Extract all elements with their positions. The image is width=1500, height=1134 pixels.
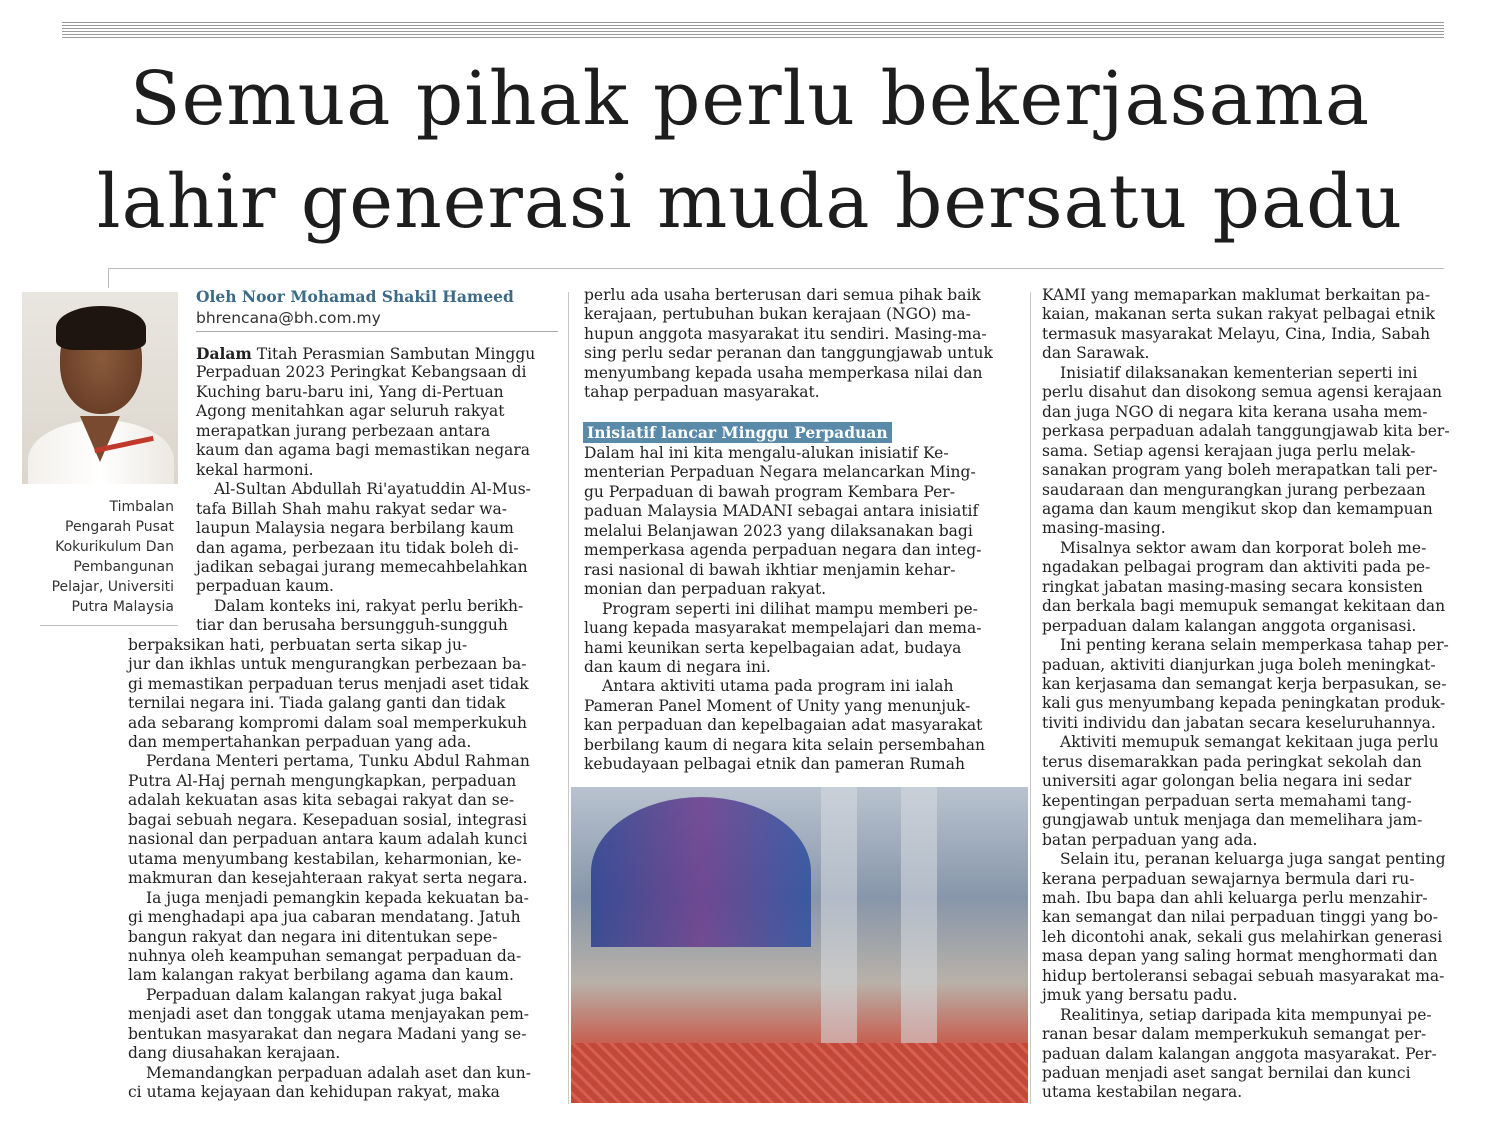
text-line: sanakan program yang boleh merapatkan tali per- xyxy=(1042,461,1438,480)
text-line: utama kestabilan negara. xyxy=(1042,1083,1243,1102)
text-line: Ini penting kerana selain memperkasa tahap per- xyxy=(1060,636,1449,655)
caption-line: Timbalan xyxy=(109,499,174,515)
text-line: paduan menjadi aset sangat bernilai dan kunci xyxy=(1042,1064,1411,1082)
text-line: gungjawab untuk menjaga dan memelihara jam- xyxy=(1042,811,1423,830)
cultural-performers-photo xyxy=(571,787,1028,1103)
text-line: kan kerjasama dan semangat kerja berpasukan, se- xyxy=(1042,675,1447,693)
text-line: Agong menitahkan agar seluruh rakyat xyxy=(196,402,505,421)
author-email: bhrencana@bh.com.my xyxy=(196,309,381,327)
text-line: kaum dan agama bagi memastikan negara xyxy=(196,441,531,460)
text-line: dan berkala bagi memupuk semangat kekitaan dan xyxy=(1042,597,1446,616)
text-line: sama. Setiap agensi kerajaan juga perlu melak- xyxy=(1042,441,1416,460)
text-line: jmuk yang bersatu padu. xyxy=(1042,986,1238,1005)
text-line: Selain itu, peranan keluarga juga sangat penting xyxy=(1060,850,1446,869)
text-line: Perpaduan 2023 Peringkat Kebangsaan di xyxy=(196,363,527,382)
text-line: hidup bertoleransi sebagai sebuah masyarakat ma- xyxy=(1042,966,1445,985)
text-line: perlu disahut dan disokong semua agensi kerajaan xyxy=(1042,383,1442,402)
text-line: kebudayaan pelbagai etnik dan pameran Rumah xyxy=(584,755,965,774)
caption-line: Pembangunan xyxy=(73,559,174,575)
byline-rule xyxy=(196,331,558,332)
text-line: Misalnya sektor awam dan korporat boleh me- xyxy=(1060,538,1427,557)
text-line: Kuching baru-baru ini, Yang di-Pertuan xyxy=(196,382,504,401)
text-line: luang kepada masyarakat mempelajari dan mema- xyxy=(584,619,982,638)
text-line: tahap perpaduan masyarakat. xyxy=(584,383,820,402)
text-line: Program seperti ini dilihat mampu memberi pe- xyxy=(602,599,978,618)
text-line: melalui Belanjawan 2023 yang dilaksanakan bagi xyxy=(584,521,973,540)
text-line: Perdana Menteri pertama, Tunku Abdul Rahman xyxy=(146,752,530,771)
text-line: bangun rakyat dan negara ini ditentukan sepe- xyxy=(128,927,498,946)
text-line: kaian, makanan serta sukan rakyat pelbagai etnik xyxy=(1042,305,1435,324)
text-line: paduan dalam kalangan anggota masyarakat. Per- xyxy=(1042,1044,1437,1063)
text-line: perkasa perpaduan adalah tanggungjawab kita ber- xyxy=(1042,422,1450,441)
text-line: gu Perpaduan di bawah program Kembara Per- xyxy=(584,482,955,501)
top-rule-band xyxy=(62,22,1444,40)
text-line: Perpaduan dalam kalangan rakyat juga bakal xyxy=(146,985,503,1004)
text-line: bentukan masyarakat dan negara Madani yang se- xyxy=(128,1024,527,1043)
column-rule-1 xyxy=(568,292,569,1104)
text-line: dan agama, perbezaan itu tidak boleh di- xyxy=(196,538,519,557)
column-rule-2 xyxy=(1030,292,1031,1104)
text-line: ternilai negara ini. Tiada galang ganti dan tidak xyxy=(128,694,506,713)
text-line: Memandangkan perpaduan adalah aset dan kun- xyxy=(146,1063,532,1082)
text-line: nuhnya oleh keampuhan semangat perpaduan da- xyxy=(128,946,522,965)
text-line: menyumbang kepada usaha memperkasa nilai dan xyxy=(584,363,983,382)
text-line: masa depan yang saling hormat menghormati dan xyxy=(1042,947,1438,966)
caption-line: Pengarah Pusat xyxy=(65,519,174,535)
headline-line-2: lahir generasi muda bersatu padu xyxy=(96,159,1404,245)
text-line: ringkat jabatan masing-masing secara konsisten xyxy=(1042,577,1423,596)
text-line: ci utama kejayaan dan kehidupan rakyat, maka xyxy=(128,1083,500,1102)
text-line: masing-masing. xyxy=(1042,519,1166,538)
text-line: kan perpaduan dan kepelbagaian adat masyarakat xyxy=(584,716,983,735)
text-line: Ia juga menjadi pemangkin kepada kekuatan ba- xyxy=(146,888,529,907)
text-line: dan kaum di negara ini. xyxy=(584,657,771,676)
text-line: batan perpaduan yang ada. xyxy=(1042,830,1258,849)
text-line: termasuk masyarakat Melayu, Cina, India, Sabah xyxy=(1042,324,1431,343)
text-line: dang diusahakan kerajaan. xyxy=(128,1044,341,1063)
text-line: leh dicontohi anak, sekali gus melahirkan generasi xyxy=(1042,927,1443,946)
text-line: memperkasa agenda perpaduan negara dan integ- xyxy=(584,541,982,560)
separator-tick xyxy=(108,268,109,288)
subheading: Inisiatif lancar Minggu Perpaduan xyxy=(583,422,892,443)
text-line: agama dan kaum mengikut skop dan kemampuan xyxy=(1042,499,1433,518)
text-line: adalah kekuatan asas kita sebagai rakyat dan se- xyxy=(128,791,515,810)
text-line: ranan besar dalam memperkukuh semangat per- xyxy=(1042,1025,1427,1044)
text-line: ngadakan pelbagai program dan aktiviti pada pe- xyxy=(1042,558,1431,577)
text-line: Inisiatif dilaksanakan kementerian seperti ini xyxy=(1060,363,1418,382)
text-line: hami keunikan serta kepelbagaian adat, budaya xyxy=(584,638,962,657)
text-line: Dalam hal ini kita mengalu-alukan inisiatif Ke- xyxy=(584,444,949,462)
text-line: tiviti individu dan jabatan secara keseluruhannya. xyxy=(1042,713,1436,732)
author-profile xyxy=(22,292,178,622)
text-line: Pameran Panel Moment of Unity yang menunjuk- xyxy=(584,696,971,715)
author-photo xyxy=(22,292,178,484)
headline xyxy=(30,48,1470,254)
text-line: Antara aktiviti utama pada program ini ialah xyxy=(602,677,954,696)
text-line: menterian Perpaduan Negara melancarkan Ming- xyxy=(584,463,976,482)
text-line: menjadi aset dan tonggak utama menjayakan pem- xyxy=(128,1005,530,1024)
text-line: jur dan ikhlas untuk mengurangkan perbezaan ba- xyxy=(128,655,527,674)
text-line: universiti agar golongan belia negara ini sedar xyxy=(1042,772,1412,791)
text-line: tiar dan berusaha bersungguh-sungguh xyxy=(196,616,508,635)
byline: Oleh Noor Mohamad Shakil Hameed xyxy=(196,287,514,306)
text-line: perpaduan kaum. xyxy=(196,577,334,596)
text-line: monian dan perpaduan rakyat. xyxy=(584,580,827,599)
text-line: kali gus menyumbang kepada peningkatan produk- xyxy=(1042,694,1446,713)
text-line: KAMI yang memaparkan maklumat berkaitan pa- xyxy=(1042,286,1431,304)
text-line: laupun Malaysia negara berbilang kaum xyxy=(196,519,514,538)
headline-separator xyxy=(108,268,1444,269)
text-line: bagai sebuah negara. Kesepaduan sosial, integrasi xyxy=(128,810,527,829)
text-line: berpaksikan hati, perbuatan serta sikap ju- xyxy=(128,635,468,654)
headline-line-1: Semua pihak perlu bekerjasama xyxy=(129,56,1371,142)
text-line: kekal harmoni. xyxy=(196,460,314,479)
text-line: paduan Malaysia MADANI sebagai antara inisiatif xyxy=(584,502,979,521)
text-line: Dalam konteks ini, rakyat perlu berikh- xyxy=(214,596,524,615)
text-line: kan semangat dan nilai perpaduan tinggi yang bo- xyxy=(1042,908,1438,927)
text-line: jadikan sebagai jurang memecahbelahkan xyxy=(196,557,528,576)
text-line: paduan, aktiviti dianjurkan juga boleh meningkat- xyxy=(1042,655,1436,674)
text-line: makmuran dan kesejahteraan rakyat serta negara. xyxy=(128,869,528,888)
text-line: perlu ada usaha berterusan dari semua pihak baik xyxy=(584,286,981,304)
text-line: nasional dan perpaduan antara kaum adalah kunci xyxy=(128,830,528,849)
text-line: saudaraan dan mengurangkan jurang perbezaan xyxy=(1042,480,1426,499)
text-line: kepentingan perpaduan serta memahami tang- xyxy=(1042,791,1412,810)
text-line: sing perlu sedar peranan dan tanggungjawab untuk xyxy=(584,344,993,363)
text-line: merapatkan jurang perbezaan antara xyxy=(196,421,491,440)
text-line: Aktiviti memupuk semangat kekitaan juga perlu xyxy=(1060,733,1439,752)
caption-line: Kokurikulum Dan xyxy=(55,539,174,555)
text-line: terus disemarakkan pada peringkat sekolah dan xyxy=(1042,752,1422,771)
text-line: dan juga NGO di negara kita kerana usaha mem- xyxy=(1042,402,1428,421)
text-line: berbilang kaum di negara kita selain persembahan xyxy=(584,735,985,754)
caption-line: Putra Malaysia xyxy=(71,599,174,615)
text-line: kerana perpaduan sewajarnya bermula dari ru- xyxy=(1042,869,1415,888)
text-line xyxy=(196,344,535,364)
lead-word: Dalam xyxy=(196,344,252,363)
profile-rule xyxy=(40,625,178,626)
text-line: utama menyumbang kestabilan, keharmonian, ke- xyxy=(128,849,522,868)
text-line: perpaduan dalam kalangan anggota organisasi. xyxy=(1042,616,1417,635)
text-span: Titah Perasmian Sambutan Minggu xyxy=(251,345,536,363)
text-line: lam kalangan rakyat berbilang agama dan kaum. xyxy=(128,966,514,985)
text-line: rasi nasional di bawah ikhtiar menjamin kehar- xyxy=(584,560,956,579)
text-line: Realitinya, setiap daripada kita mempunyai pe- xyxy=(1060,1005,1432,1024)
text-line: dan Sarawak. xyxy=(1042,344,1150,363)
text-line: Putra Al-Haj pernah mengungkapkan, perpaduan xyxy=(128,771,517,790)
text-line: hupun anggota masyarakat itu sendiri. Masing-ma- xyxy=(584,324,987,343)
author-caption xyxy=(22,497,174,617)
text-line: gi memastikan perpaduan terus menjadi aset tidak xyxy=(128,674,529,693)
text-line: tafa Billah Shah mahu rakyat sedar wa- xyxy=(196,499,507,518)
text-line: gi menghadapi apa jua cabaran mendatang. Jatuh xyxy=(128,908,521,927)
text-line: kerajaan, pertubuhan bukan kerajaan (NGO) ma- xyxy=(584,305,971,324)
text-line: mah. Ibu bapa dan ahli keluarga perlu menzahir- xyxy=(1042,888,1428,907)
text-line: ada sebarang kompromi dalam soal memperkukuh xyxy=(128,713,527,732)
text-line: Al-Sultan Abdullah Ri'ayatuddin Al-Mus- xyxy=(214,480,531,499)
caption-line: Pelajar, Universiti xyxy=(51,579,174,595)
text-line: dan mempertahankan perpaduan yang ada. xyxy=(128,733,472,751)
